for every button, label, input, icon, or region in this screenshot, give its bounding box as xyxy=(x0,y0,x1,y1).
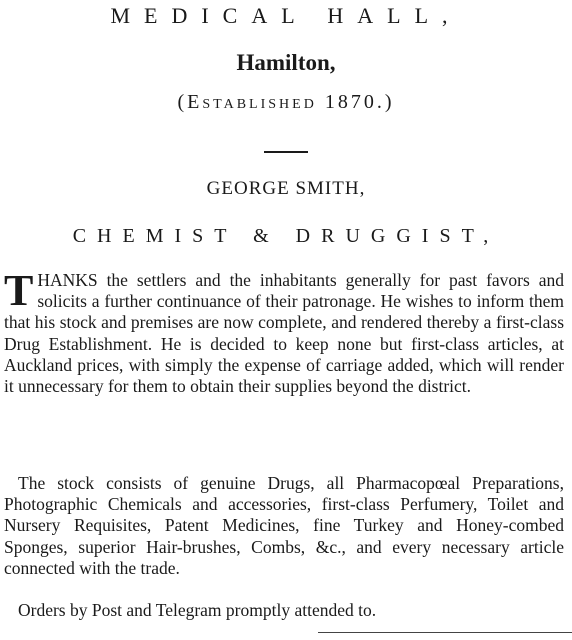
medical-hall-heading: MEDICAL HALL, xyxy=(110,3,462,28)
bottom-rule xyxy=(318,632,572,633)
proprietor-title: CHEMIST & DRUGGIST, xyxy=(72,225,500,247)
paragraph-thanks-text: HANKS the settlers and the inhabitants generally for past favors and solicits a further continuance of their patronage. He wishes to inform them that his stock and premises are now complete, and rendered thereby a first-class Drug Establishment. He is decided to keep none but first-class articles, at Auckland prices, with simply the expense of carriage added, which will render it unnecessary for them to obtain their supplies beyond the district. xyxy=(4,270,564,397)
divider-rule xyxy=(264,151,308,153)
paragraph-thanks xyxy=(4,266,564,397)
paragraph-stock: The stock consists of genuine Drugs, all Pharmacopœal Preparations, Photographic Chemicals and accessories, first-class Perfumery, Toilet and Nursery Requisites, Patent Medicines, fine Turkey and Honey-combed Sponges, superior Hair-brushes, Combs, &c., and every necessary article connected with the trade. xyxy=(4,473,564,578)
paragraph-orders: Orders by Post and Telegram promptly attended to. xyxy=(18,600,377,620)
proprietor-name: GEORGE SMITH, xyxy=(206,178,366,199)
dropcap-letter: T xyxy=(4,266,34,315)
town-heading: Hamilton, xyxy=(236,50,336,75)
established-heading: (Established 1870.) xyxy=(177,91,395,113)
